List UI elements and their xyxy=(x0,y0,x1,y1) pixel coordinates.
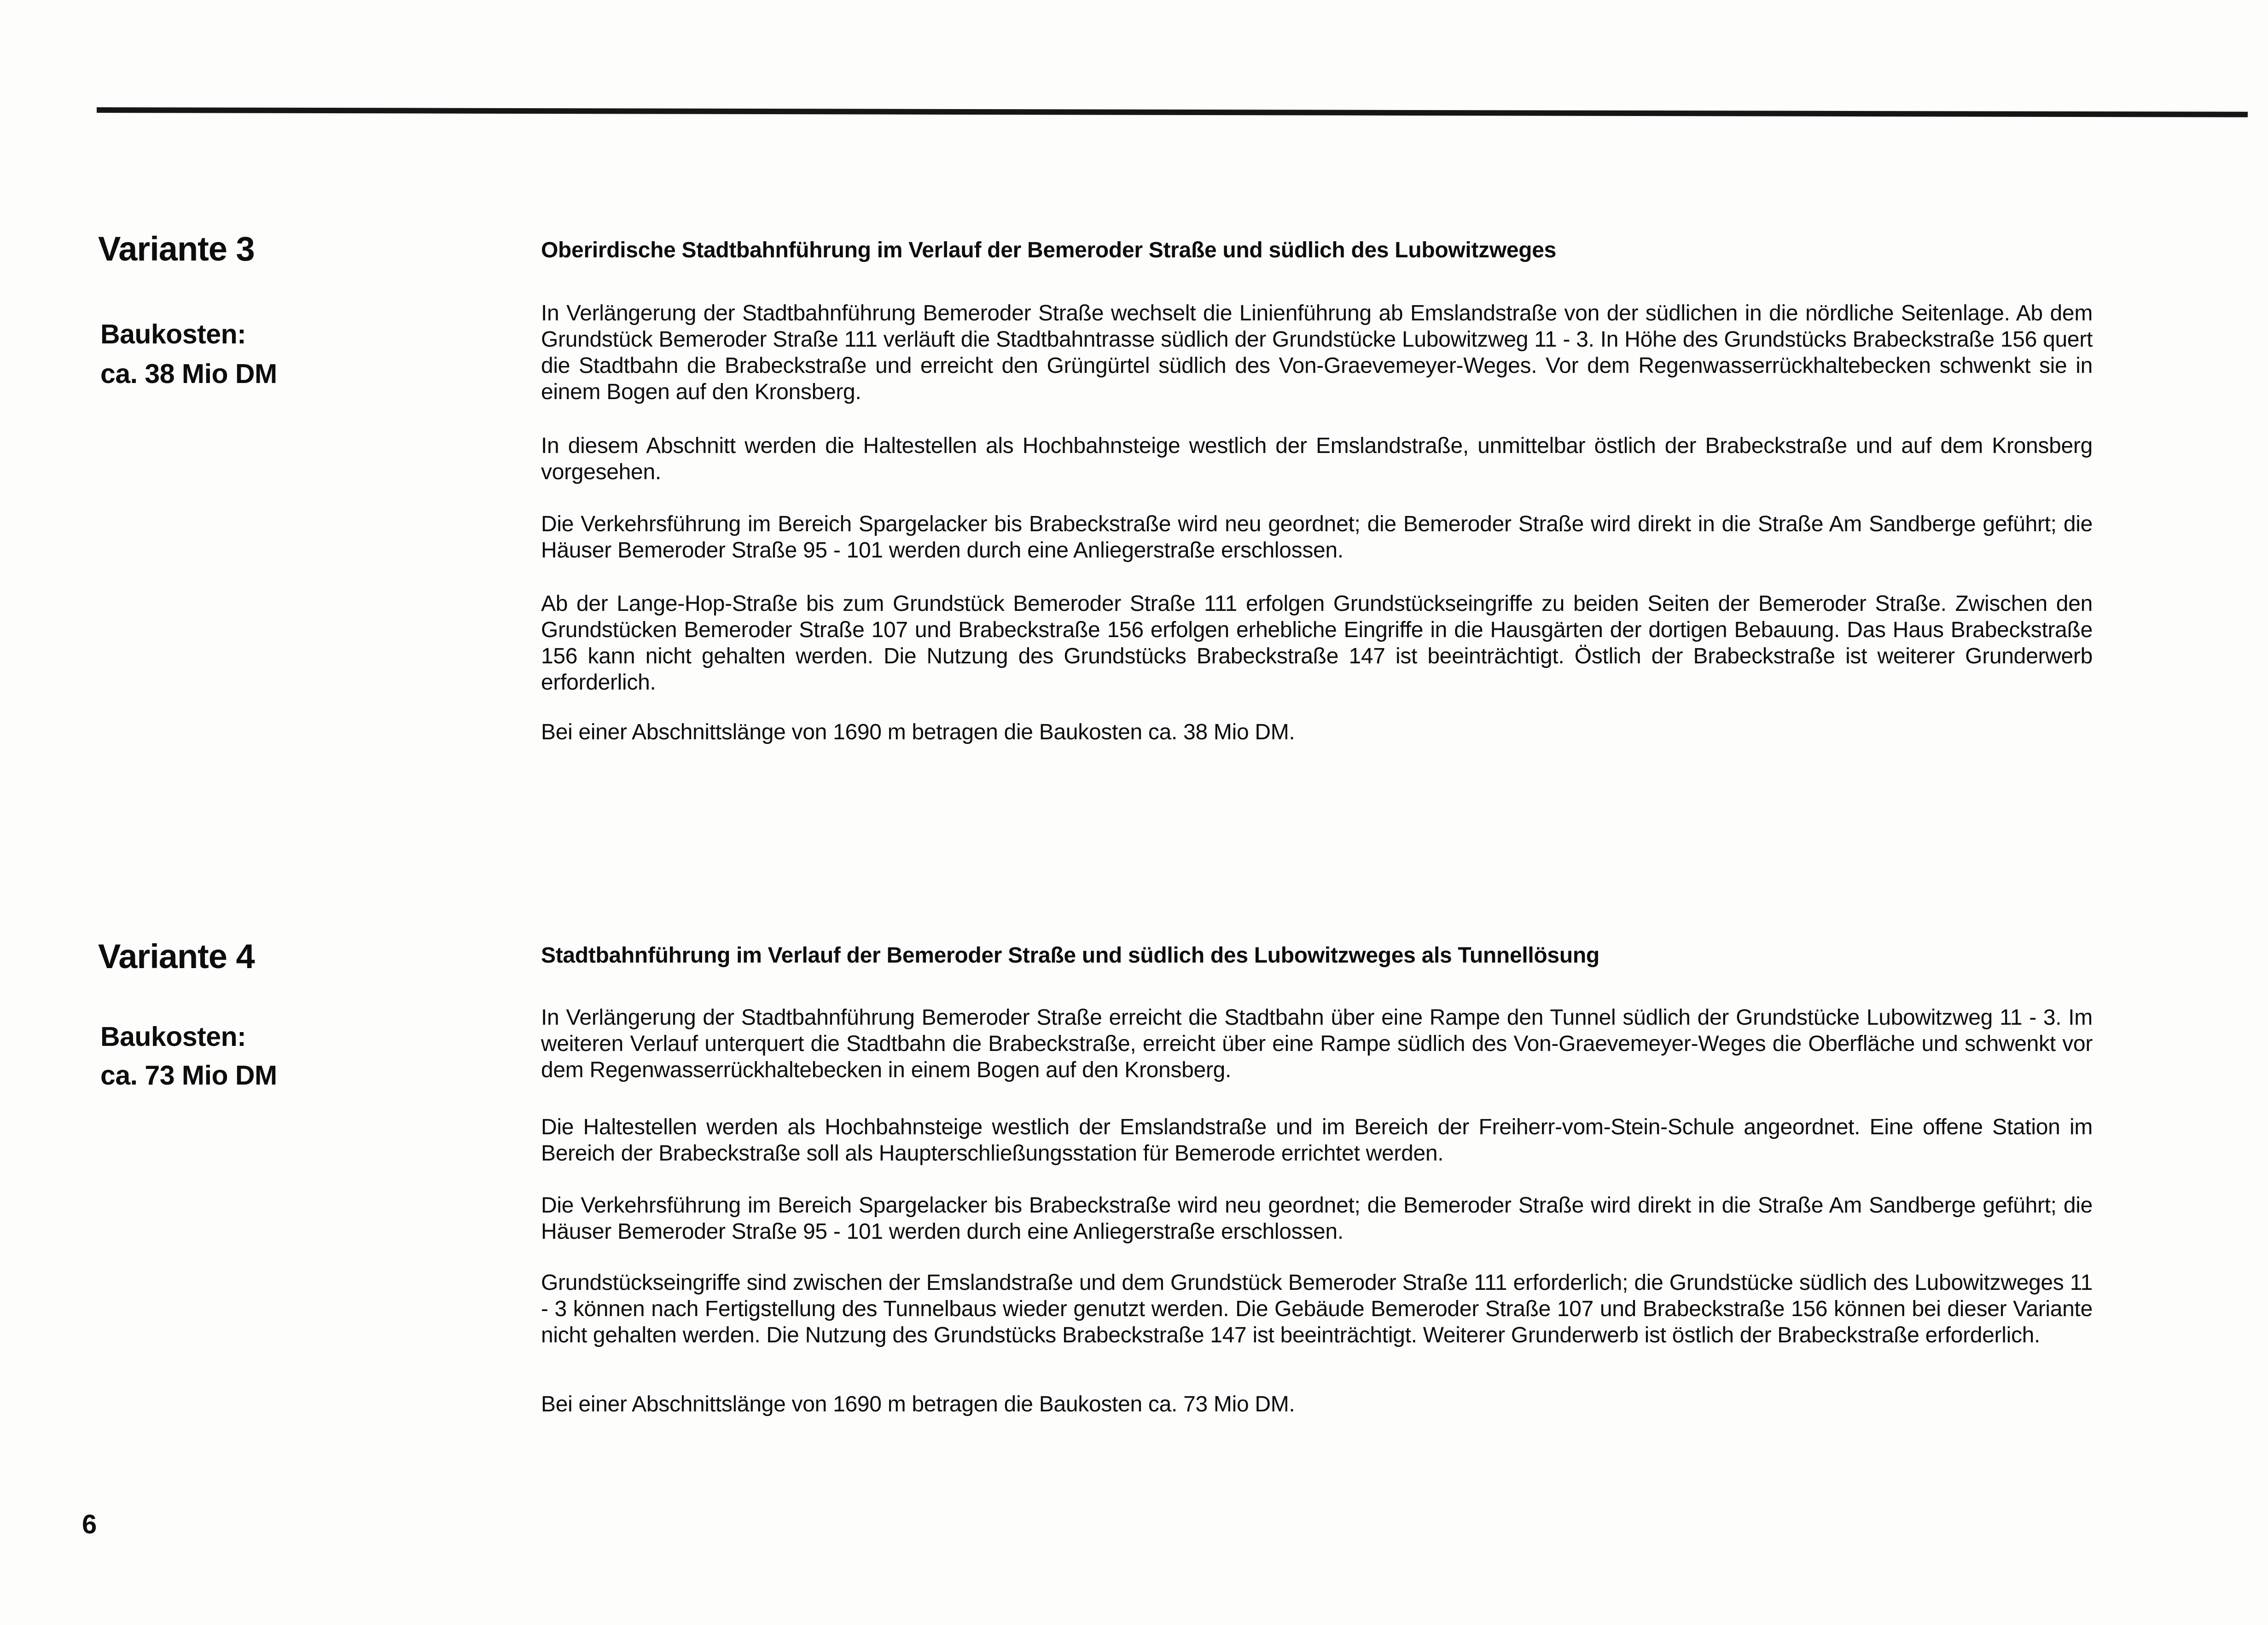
variante-4-paragraph-3: Die Verkehrsführung im Bereich Spargelacker bis Brabeckstraße wird neu geordnet; die Bemeroder Straße wird direkt in die Straße Am Sandberge geführt; die Häuser Bemeroder Straße 95 - 101 werden durch eine Anliegerstraße erschlossen. xyxy=(541,1193,2093,1244)
variante-4-heading: Stadtbahnführung im Verlauf der Bemeroder Straße und südlich des Lubowitzweges als Tunnellösung xyxy=(541,943,1599,968)
variante-3-paragraph-5: Bei einer Abschnittslänge von 1690 m betragen die Baukosten ca. 38 Mio DM. xyxy=(541,720,1295,744)
variante-4-cost-value: ca. 73 Mio DM xyxy=(100,1060,277,1091)
variante-3-paragraph-4: Ab der Lange-Hop-Straße bis zum Grundstück Bemeroder Straße 111 erfolgen Grundstückseingriffe zu beiden Seiten der Bemeroder Straße. Zwischen den Grundstücken Bemeroder Straße 107 und Brabeckstraße 156 erfolgen erhebliche Eingriffe in die Hausgärten der dortigen Bebauung. Das Haus Brabeckstraße 156 kann nicht gehalten werden. Die Nutzung des Grundstücks Brabeckstraße 147 ist beeinträchtigt. Östlich der Brabeckstraße ist weiterer Grunderwerb erforderlich. xyxy=(541,592,2093,695)
variante-3-paragraph-2: In diesem Abschnitt werden die Haltestellen als Hochbahnsteige westlich der Emslandstraße, unmittelbar östlich der Brabeckstraße und auf dem Kronsberg vorgesehen. xyxy=(541,434,2093,484)
variante-4-paragraph-4: Grundstückseingriffe sind zwischen der Emslandstraße und dem Grundstück Bemeroder Straße 111 erforderlich; die Grundstücke südlich des Lubowitzweges 11 - 3 können nach Fertigstellung des Tunnelbaus wieder genutzt werden. Die Gebäude Bemeroder Straße 107 und Brabeckstraße 156 können bei dieser Variante nicht gehalten werden. Die Nutzung des Grundstücks Brabeckstraße 147 ist beeinträchtigt. Weiterer Grunderwerb ist östlich der Brabeckstraße erforderlich. xyxy=(541,1271,2093,1347)
variante-3-cost-value: ca. 38 Mio DM xyxy=(100,359,277,389)
page-number: 6 xyxy=(82,1509,97,1539)
variante-3-heading: Oberirdische Stadtbahnführung im Verlauf der Bemeroder Straße und südlich des Lubowitzweges xyxy=(541,238,1557,262)
variante-4-paragraph-1: In Verlängerung der Stadtbahnführung Bemeroder Straße erreicht die Stadtbahn über eine Rampe den Tunnel südlich der Grundstücke Lubowitzweg 11 - 3. Im weiteren Verlauf unterquert die Stadtbahn die Brabeckstraße, erreicht über eine Rampe südlich des Von-Graevemeyer-Weges die Oberfläche und schwenkt vor dem Regenwasserrückhaltebecken in einem Bogen auf den Kronsberg. xyxy=(541,1005,2093,1082)
variante-3-title: Variante 3 xyxy=(98,230,255,268)
variante-3-paragraph-1: In Verlängerung der Stadtbahnführung Bemeroder Straße wechselt die Linienführung ab Emslandstraße von der südlichen in die nördliche Seitenlage. Ab dem Grundstück Bemeroder Straße 111 verläuft die Stadtbahntrasse südlich der Grundstücke Lubowitzweg 11 - 3. In Höhe des Grundstücks Brabeckstraße 156 quert die Stadtbahn die Brabeckstraße und erreicht den Grüngürtel südlich des Von-Graevemeyer-Weges. Vor dem Regenwasserrückhaltebecken schwenkt sie in einem Bogen auf den Kronsberg. xyxy=(541,301,2093,404)
horizontal-rule xyxy=(97,107,2248,117)
variante-4-title: Variante 4 xyxy=(98,937,255,975)
variante-4-paragraph-5: Bei einer Abschnittslänge von 1690 m betragen die Baukosten ca. 73 Mio DM. xyxy=(541,1392,1295,1416)
variante-4-cost-label: Baukosten: xyxy=(100,1021,246,1052)
variante-3-cost-label: Baukosten: xyxy=(100,319,246,349)
variante-3-paragraph-3: Die Verkehrsführung im Bereich Spargelacker bis Brabeckstraße wird neu geordnet; die Bemeroder Straße wird direkt in die Straße Am Sandberge geführt; die Häuser Bemeroder Straße 95 - 101 werden durch eine Anliegerstraße erschlossen. xyxy=(541,512,2093,563)
variante-4-paragraph-2: Die Haltestellen werden als Hochbahnsteige westlich der Emslandstraße und im Bereich der Freiherr-vom-Stein-Schule angeordnet. Eine offene Station im Bereich der Brabeckstraße soll als Haupterschließungsstation für Bemerode errichtet werden. xyxy=(541,1115,2093,1166)
